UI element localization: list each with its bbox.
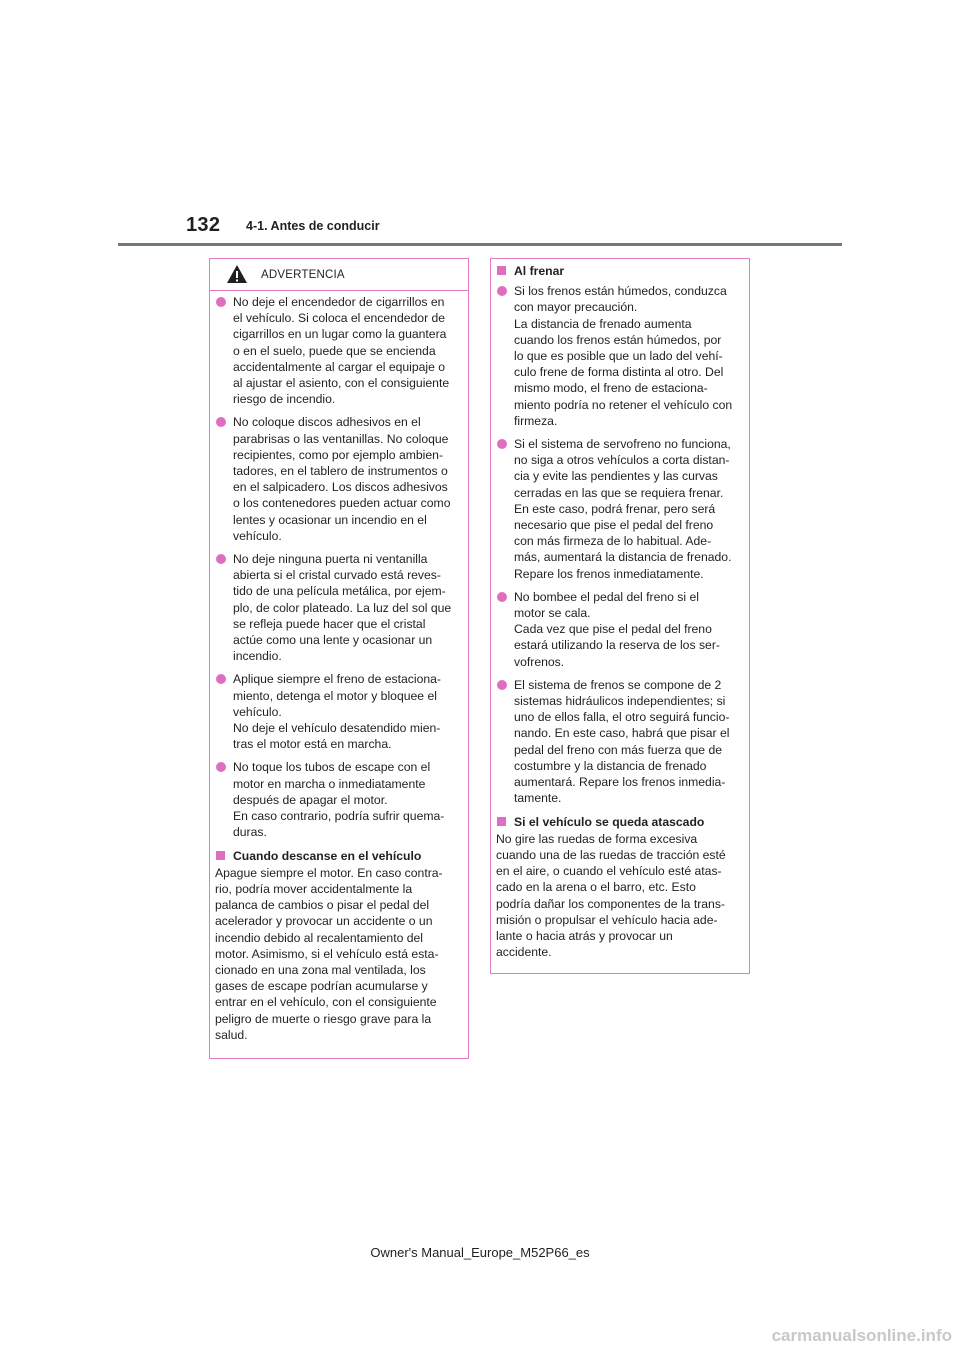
- section-title: 4-1. Antes de conducir: [246, 219, 380, 233]
- page-number: 132: [186, 214, 221, 236]
- warning-content: [210, 291, 468, 1043]
- bullet-text: No deje ninguna puerta ni ventanilla abierta si el cristal curvado está reves- tido de una película metálica, por ejem- plo, de color plateado. La luz del sol que se refleja puede hacer que el cristal actúe como una lente y ocasionar un incendio.: [233, 552, 452, 664]
- bullet-text: Si los frenos están húmedos, conduzca con mayor precaución. La distancia de frenado aumenta cuando los frenos están húmedos, por lo que es posible que un lado del vehí- culo frene de forma distinta al otro. Del mismo modo, el freno de estaciona- miento podría no retener el vehículo con firmeza.: [514, 284, 733, 428]
- header-rule: [118, 243, 842, 246]
- square-bullet-icon: [216, 851, 225, 860]
- bullet-dot-icon: [497, 592, 507, 602]
- bullet-dot-icon: [497, 439, 507, 449]
- warning-label: ADVERTENCIA: [261, 269, 345, 281]
- bullet-text: Aplique siempre el freno de estaciona- miento, detenga el motor y bloquee el vehículo. No deje el vehículo desatendido mien- tras el motor está en marcha.: [233, 672, 441, 752]
- warning-box-continued: [490, 258, 750, 974]
- warning-box: [209, 258, 469, 1059]
- warning-triangle-icon: [226, 264, 248, 284]
- bullet-text: No bombee el pedal del freno si el motor se cala. Cada vez que pise el pedal del freno estará utilizando la reserva de los ser- vofrenos.: [514, 589, 720, 669]
- bullet-text: Si el sistema de servofreno no funciona, no siga a otros vehículos a corta distan- cia y evite las pendientes y las curvas cerradas en las que se requiera frenar. En este caso, podrá frenar, pero será necesario que pise el pedal del freno con más firmeza de lo habitual. Ade- más, aumentará la distancia de frenado. Repare los frenos inmediatamente.: [514, 437, 732, 581]
- paragraph: No gire las ruedas de forma excesiva cuando una de las ruedas de tracción esté en el aire, o cuando el vehículo esté atas- cado en la arena o el barro, etc. Esto podría dañar los componentes de la trans- misión o propulsar el vehículo hacia ade- lante o hacia atrás y provocar un accidente.: [496, 831, 726, 960]
- list-item: [496, 283, 749, 429]
- bullet-text: El sistema de frenos se compone de 2 sistemas hidráulicos independientes; si uno de ellos falla, el otro seguirá funcio- nando. En este caso, habrá que pisar el pedal del freno con más fuerza que de costumbre y la distancia de frenado aumentará. Repare los frenos inmedia- tamente.: [514, 677, 730, 806]
- bullet-dot-icon: [216, 417, 226, 427]
- footer-text: Owner's Manual_Europe_M52P66_es: [370, 1245, 590, 1260]
- bullet-text: No toque los tubos de escape con el motor en marcha o inmediatamente después de apagar el motor. En caso contrario, podría sufrir quema- duras.: [233, 760, 445, 840]
- paragraph: Apague siempre el motor. En caso contra- rio, podría mover accidentalmente la palanca de cambios o pisar el pedal del acelerador y provocar un accidente o un incendio debido al recalentamiento del motor. Asimismo, si el vehículo está esta- cionado en una zona mal ventilada, los gases de escape podrían acumularse y entrar en el vehículo, con el consiguiente peligro de muerte o riesgo grave para la salud.: [215, 865, 443, 1042]
- sub-heading-text: Si el vehículo se queda atascado: [514, 814, 705, 829]
- list-item: [496, 677, 749, 807]
- bullet-dot-icon: [497, 286, 507, 296]
- bullet-dot-icon: [216, 674, 226, 684]
- warning-header: [210, 259, 468, 291]
- sub-heading-text: Cuando descanse en el vehículo: [233, 848, 422, 863]
- bullet-dot-icon: [216, 554, 226, 564]
- bullet-dot-icon: [216, 762, 226, 772]
- list-item: [215, 414, 468, 544]
- list-item: [496, 589, 749, 670]
- bullet-text: No deje el encendedor de cigarrillos en el vehículo. Si coloca el encendedor de cigarrillos en un lugar como la guantera o en el suelo, puede que se encienda accidentalmente al cargar el equipaje o al ajustar el asiento, con el consiguiente riesgo de incendio.: [233, 295, 450, 407]
- bullet-dot-icon: [497, 680, 507, 690]
- bullet-text: No coloque discos adhesivos en el parabrisas o las ventanillas. No coloque recipientes, como por ejemplo ambien- tadores, en el tablero de instrumentos o en el salpicadero. Los discos adhesivos o los contenedores pueden actuar como lentes y ocasionar un incendio en el vehículo.: [233, 415, 451, 543]
- square-bullet-icon: [497, 266, 506, 275]
- sub-heading: [215, 848, 468, 864]
- list-item: [215, 671, 468, 752]
- watermark: carmanualsonline.info: [771, 1326, 952, 1345]
- list-item: [215, 294, 468, 407]
- list-item: [215, 551, 468, 664]
- sub-heading: [496, 814, 749, 830]
- list-item: [215, 759, 468, 840]
- sub-heading: [496, 263, 749, 279]
- bullet-dot-icon: [216, 297, 226, 307]
- square-bullet-icon: [497, 817, 506, 826]
- sub-heading-text: Al frenar: [514, 264, 565, 278]
- list-item: [496, 436, 749, 582]
